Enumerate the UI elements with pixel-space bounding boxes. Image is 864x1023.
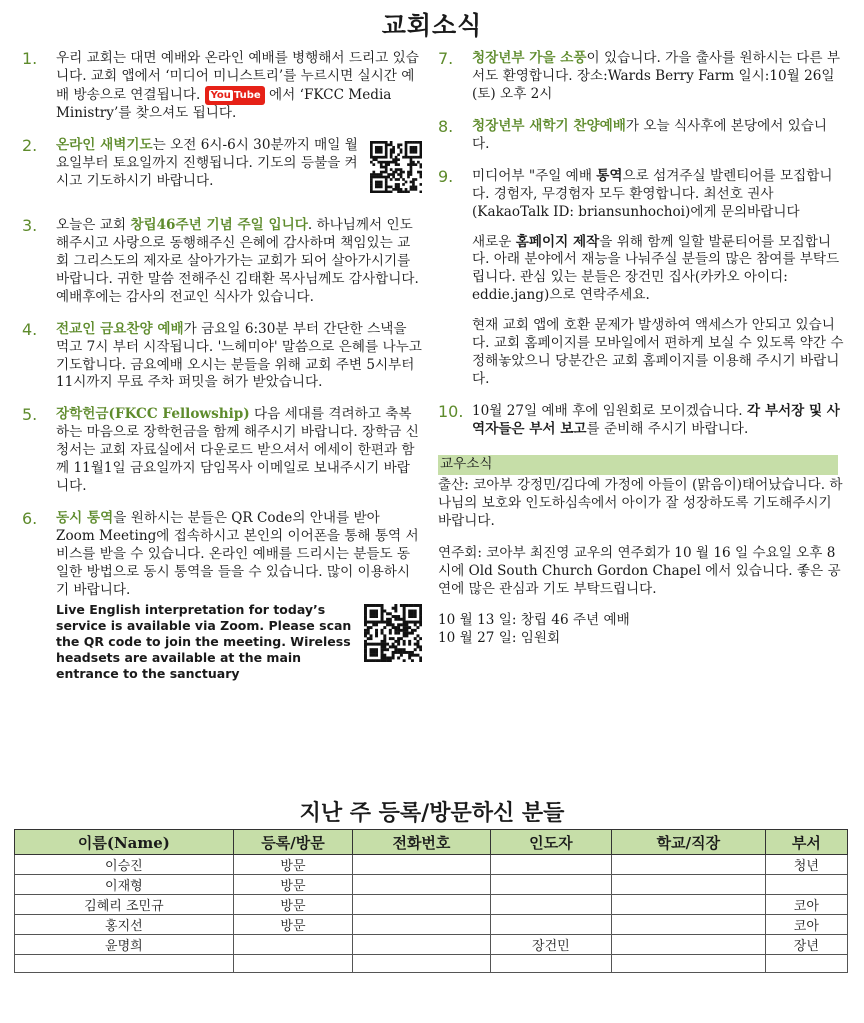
item-number: 7.: [438, 49, 454, 68]
item-highlight: 전교인 금요찬양 예배: [56, 320, 184, 337]
item-number: 2.: [22, 136, 38, 155]
table-row: [15, 895, 848, 915]
table-cell: [490, 915, 611, 935]
table-cell: 코아: [765, 895, 847, 915]
item-number: 3.: [22, 215, 38, 235]
table-cell: [612, 915, 766, 935]
item-paragraph-3: 현재 교회 앱에 호환 문제가 발생하여 액세스가 안되고 있습니다. 교회 홈페이지를 모바일에서 편하게 보실 수 있도록 약간 수정해놓았으니 당분간은 교회 홈페이지를 이용해 주시기 바랍니다.: [472, 317, 844, 388]
table-cell: 방문: [233, 875, 352, 895]
news-item-1: [22, 50, 422, 123]
news-item-8: [438, 118, 844, 154]
table-cell: [612, 955, 766, 973]
item-text: 을 원하시는 분들은 QR Code의 안내를 받아 Zoom Meeting에 접속하시고 본인의 이어폰을 통해 통역 서비스를 받을 수 있습니다. 온라인 예배를 드리시는 분들도 동일한 방법으로 동시 통역을 들을 수 있습니다. 많이 이용하시기 바랍니다.: [56, 510, 419, 598]
news-item-4: [22, 321, 422, 393]
schedule: [438, 612, 844, 648]
table-row: [15, 955, 848, 973]
table-cell: 방문: [233, 915, 352, 935]
table-cell: [765, 955, 847, 973]
item-highlight: 청장년부 가을 소풍: [472, 50, 587, 66]
item-number: 4.: [22, 319, 38, 339]
item-number: 8.: [438, 116, 454, 136]
table-cell: 홍지선: [15, 915, 234, 935]
qr-code-icon[interactable]: [370, 141, 422, 199]
table-cell: 청년: [765, 855, 847, 875]
item-text: 다음 세대를 격려하고 축복하는 마음으로 장학헌금을 함께 해주시기 바랍니다. 장학금 신청서는 교회 자료실에서 다운로드 받으셔서 에세이 한편과 함께 11월1일 금요일까지 담임목사 이메일로 보내주시기 바랍니다.: [56, 406, 419, 495]
item-bold: 각 부서장 및 사역자들은 부서 보고: [472, 403, 840, 437]
table-cell: 장건민: [490, 935, 611, 955]
item-number: 5.: [22, 405, 38, 425]
table-cell: [612, 875, 766, 895]
table-row: [15, 855, 848, 875]
youtube-icon[interactable]: You Tube: [205, 86, 265, 105]
table-cell: [353, 895, 490, 915]
news-item-7: [438, 50, 844, 104]
item-text: 가 오늘 식사후에 본당에서 있습니다.: [472, 117, 828, 152]
news-item-3: [22, 217, 422, 307]
table-cell: [353, 935, 490, 955]
table-cell: 방문: [233, 855, 352, 875]
table-cell: [490, 895, 611, 915]
table-cell: 윤명희: [15, 935, 234, 955]
qr-code-zoom-icon[interactable]: [364, 604, 422, 668]
table-cell: [765, 875, 847, 895]
table-cell: [353, 875, 490, 895]
table-cell: [490, 875, 611, 895]
schedule-line: 10 월 13 일: 창립 46 주년 예배: [438, 612, 630, 629]
table-cell: [490, 855, 611, 875]
header-status: 등록/방문: [233, 830, 352, 855]
table-cell: [233, 935, 352, 955]
table-row: [15, 915, 848, 935]
item-number: 10.: [438, 402, 464, 421]
news-item-9: [438, 168, 844, 389]
header-department: 부서: [765, 830, 847, 855]
item-text: 이 있습니다. 가을 출사를 원하시는 다른 부서도 환영합니다. 장소:Wards Berry Farm 일시:10월 26일(토) 오후 2시: [472, 50, 841, 102]
news-item-5: [22, 406, 422, 496]
registry-title: 지난 주 등록/방문하신 분들: [299, 800, 565, 826]
table-cell: [490, 955, 611, 973]
table-cell: [353, 915, 490, 935]
item-text: 가 금요일 6:30분 부터 간단한 스낵을 먹고 7시 부터 시작됩니다. '느헤미야' 말씀으로 은혜를 나누고 기도합니다. 금요예배 오시는 분들을 위해 교회 주변 5시부터 11시까지 무료 주차 퍼밋을 허가 받았습니다.: [56, 320, 422, 391]
table-cell: 이재형: [15, 875, 234, 895]
right-column: [438, 50, 844, 648]
news-item-2: [22, 137, 422, 203]
item-text: 10월 27일 예배 후에 임원회로 모이겠습니다.: [472, 403, 747, 419]
item-highlight: 창립46주년 기념 주일 입니다: [130, 216, 308, 233]
table-cell: 이승진: [15, 855, 234, 875]
header-name: 이름(Name): [15, 830, 234, 855]
header-school-work: 학교/직장: [612, 830, 766, 855]
recital-announcement: 연주회: 코아부 최진영 교우의 연주회가 10 월 16 일 수요일 오후 8 시에 Old South Church Gordon Chapel 에서 있습니다. 좋은 공연에 많은 관심과 기도 부탁드립니다.: [438, 544, 841, 597]
table-cell: [233, 955, 352, 973]
header-phone: 전화번호: [353, 830, 490, 855]
item-highlight: 장학헌금(FKCC Fellowship): [56, 406, 250, 423]
item-text-post: 를 준비해 주시기 바랍니다.: [586, 420, 749, 437]
item-number: 6.: [22, 509, 38, 529]
news-item-10: [438, 403, 844, 439]
header-guide: 인도자: [490, 830, 611, 855]
item-paragraph-1: 미디어부 "주일 예배 통역으로 섬겨주실 발렌티어를 모집합니다. 경험자, 무경험자 모두 환영합니다. 최선호 권사 (KakaoTalk ID: briansunhochoi)에게 문의바랍니다: [472, 167, 833, 220]
page-title: 교회소식: [381, 11, 483, 40]
table-cell: 김혜리 조민규: [15, 895, 234, 915]
item-number: 9.: [438, 166, 454, 186]
qr-code-zoom: [364, 604, 422, 662]
registry-table: [14, 829, 848, 973]
table-cell: 장년: [765, 935, 847, 955]
table-cell: [612, 895, 766, 915]
item-highlight: 청장년부 새학기 찬양예배: [472, 117, 626, 134]
item-highlight: 동시 통역: [56, 510, 114, 527]
qr-code-prayer: [370, 141, 422, 193]
table-cell: [612, 855, 766, 875]
table-cell: [612, 935, 766, 955]
item-text-cont: 에서 ‘FKCC Media Ministry’를 찾으셔도 됩니다.: [56, 86, 392, 122]
table-cell: 코아: [765, 915, 847, 935]
table-cell: [15, 955, 234, 973]
item-number: 1.: [22, 49, 38, 68]
member-news: [438, 455, 844, 648]
item-highlight: 온라인 새벽기도: [56, 137, 153, 153]
table-row: [15, 875, 848, 895]
item-paragraph-2: 새로운 홈페이지 제작을 위해 함께 일할 발룬티어를 모집합니다. 아래 분야에서 재능을 나눠주실 분들의 많은 참여를 부탁드립니다. 관심 있는 분들은 장건민 집사(카카오 아이디: eddie.jang)으로 연락주세요.: [472, 233, 840, 304]
birth-announcement: 출산: 코아부 강정민/김다예 가정에 아들이 (맑음이)태어났습니다. 하나님의 보호와 인도하심속에서 아이가 잘 성장하도록 기도해주시기 바랍니다.: [438, 476, 843, 529]
member-news-header: 교우소식: [438, 455, 838, 475]
english-interpretation-note: Live English interpretation for today’s service is available via Zoom. Please scan the QR code to join the meeting. Wireless headsets are available at the main entrance to the sanctuary: [56, 601, 352, 681]
table-cell: 방문: [233, 895, 352, 915]
table-cell: [353, 955, 490, 973]
item-text: 는 오전 6시-6시 30분까지 매일 월요일부터 토요일까지 진행됩니다. 기도의 등불을 켜시고 기도하시기 바랍니다.: [56, 137, 358, 189]
item-text: . 하나님께서 인도해주시고 사랑으로 동행해주신 은혜에 감사하며 책임있는 교회 그리스도의 제자로 살아가가는 교회가 되어 살아가시기를 바랍니다. 귀한 말씀 전해주신 김태환 목사님께도 감사합니다. 예배후에는 감사의 전교인 식사가 있습니다.: [56, 216, 419, 305]
schedule-line: 10 월 27 일: 임원회: [438, 630, 561, 647]
news-item-6: [22, 510, 422, 682]
table-cell: [353, 855, 490, 875]
table-header-row: [15, 830, 848, 855]
item-text: 우리 교회는 대면 예배와 온라인 예배를 병행해서 드리고 있습니다. 교회 앱에서 ‘미디어 미니스트리’를 누르시면 실시간 예배 방송으로 연결됩니다.: [56, 50, 419, 103]
table-row: [15, 935, 848, 955]
item-text-pre: 오늘은 교회: [56, 216, 131, 233]
left-column: [22, 50, 422, 696]
